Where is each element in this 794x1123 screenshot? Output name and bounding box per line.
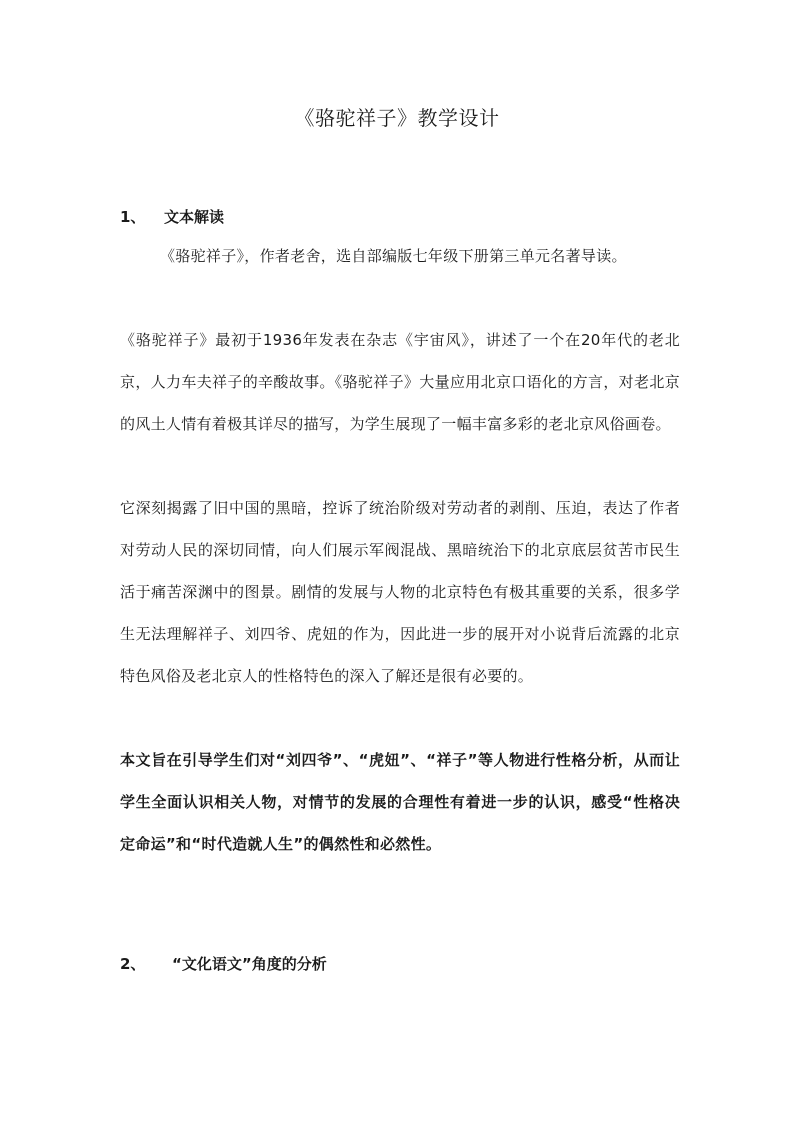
document-title: 《骆驼祥子》教学设计	[294, 106, 500, 130]
section-1-heading	[120, 206, 224, 228]
section-2-heading	[120, 953, 327, 975]
paragraph-theme: 它深刻揭露了旧中国的黑暗，控诉了统治阶级对劳动者的剥削、压迫，表达了作者对劳动人民的深切同情，向人们展示军阀混战、黑暗统治下的北京底层贫苦市民生活于痛苦深渊中的图景。剧情的发展与人物的北京特色有极其重要的关系，很多学生无法理解祥子、刘四爷、虎妞的作为，因此进一步的展开对小说背后流露的北京特色风俗及老北京人的性格特色的深入了解还是很有必要的。	[120, 499, 680, 685]
section-2-title: “文化语文”角度的分析	[172, 955, 327, 973]
paragraph-aim: 本文旨在引导学生们对“刘四爷”、“虎妞”、“祥子”等人物进行性格分析，从而让学生全面认识相关人物，对情节的发展的合理性有着进一步的认识，感受“性格决定命运”和“时代造就人生”的偶然性和必然性。	[120, 751, 680, 853]
section-2-number: 2、	[120, 955, 146, 973]
section-1-number: 1、	[120, 208, 146, 226]
paragraph-intro: 《骆驼祥子》，作者老舍，选自部编版七年级下册第三单元名著导读。	[160, 247, 627, 265]
paragraph-background: 《骆驼祥子》最初于1936年发表在杂志《宇宙风》，讲述了一个在20年代的老北京，人力车夫祥子的辛酸故事。《骆驼祥子》大量应用北京口语化的方言，对老北京的风土人情有着极其详尽的描写，为学生展现了一幅丰富多彩的老北京风俗画卷。	[120, 331, 680, 433]
section-1-title: 文本解读	[164, 208, 225, 226]
